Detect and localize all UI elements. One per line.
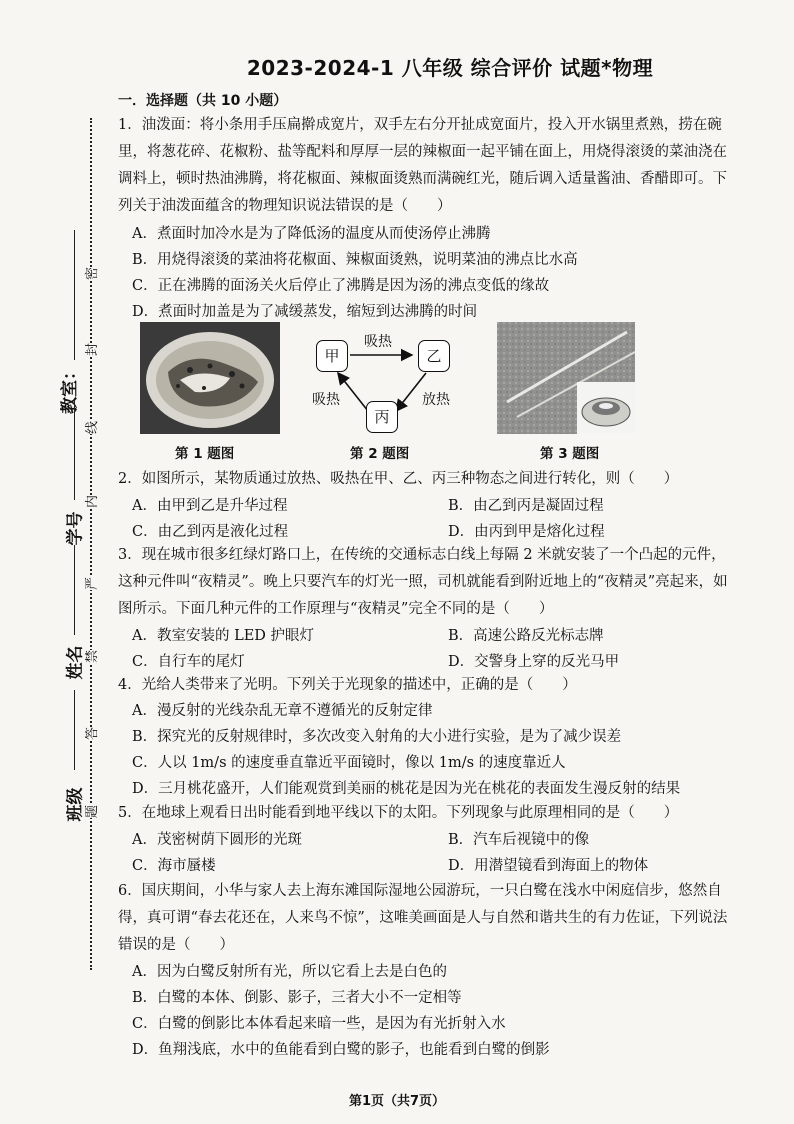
arrow-label-jia-yi: 吸热 — [364, 334, 392, 350]
field-class-label: 班级 — [65, 787, 86, 822]
option: C．由乙到丙是液化过程 — [132, 524, 289, 540]
seal-char: 题 — [79, 805, 102, 818]
option: A．煮面时加冷水是为了降低汤的温度从而使汤停止沸腾 — [132, 226, 491, 242]
option: C．白鹭的倒影比本体看起来暗一些，是因为有光折射入水 — [132, 1016, 506, 1032]
option: D．交警身上穿的反光马甲 — [448, 654, 620, 670]
option: B．汽车后视镜中的像 — [448, 832, 590, 848]
binding-margin — [0, 0, 118, 1124]
field-classroom-line — [74, 230, 75, 360]
figure-1-caption: 第 1 题图 — [175, 446, 235, 462]
option: C．海市蜃楼 — [132, 858, 216, 874]
option: D．鱼翔浅底，水中的鱼能看到白鹭的影子，也能看到白鹭的倒影 — [132, 1042, 550, 1058]
option: C．人以 1m/s 的速度垂直靠近平面镜时，像以 1m/s 的速度靠近人 — [132, 755, 566, 771]
figure-3-caption: 第 3 题图 — [540, 446, 600, 462]
seal-char: 禁 — [79, 650, 102, 663]
option: A．教室安装的 LED 护眼灯 — [132, 628, 315, 644]
seal-char: 封 — [79, 343, 102, 356]
option: D．由丙到甲是熔化过程 — [448, 524, 605, 540]
section-heading: 一．选择题（共 10 小题） — [118, 93, 288, 109]
page-number: 第1页（共7页） — [348, 1094, 446, 1109]
option: A．由甲到乙是升华过程 — [132, 498, 288, 514]
seal-char: 严 — [79, 577, 102, 590]
seal-char: 内 — [79, 495, 102, 508]
question-stem: 1．油泼面：将小条用手压扁擀成宽片，双手左右分开扯成宽面片，投入开水锅里煮熟，捞在碗里，将葱花碎、花椒粉、盐等配料和厚厚一层的辣椒面一起平铺在面上，用烧得滚烫的菜油浇在调料上，顿时热油沸腾，将花椒面、辣椒面烫熟而满碗红光，随后调入适量酱油、香醋即可。下列关于油泼面蕴含的物理知识说法错误的是（ ） — [118, 117, 727, 214]
option: C．正在沸腾的面汤关火后停止了沸腾是因为汤的沸点变低的缘故 — [132, 278, 550, 294]
option: B．由乙到丙是凝固过程 — [448, 498, 604, 514]
question-stem: 5．在地球上观看日出时能看到地平线以下的太阳。下列现象与此原理相同的是（ ） — [118, 805, 679, 821]
figure-3-photo — [497, 322, 635, 434]
option: D．用潜望镜看到海面上的物体 — [448, 858, 649, 874]
question-stem: 6．国庆期间，小华与家人去上海东滩国际湿地公园游玩，一只白鹭在浅水中闲庭信步，悠然自得，真可谓“春去花还在，人来鸟不惊”，这唯美画面是人与自然和谐共生的有力佐证，下列说法错误的是（ ） — [118, 883, 728, 953]
field-student-id-line — [74, 400, 75, 500]
figure-1-photo — [140, 322, 280, 434]
option: C．自行车的尾灯 — [132, 654, 245, 670]
question-stem: 4．光给人类带来了光明。下列关于光现象的描述中，正确的是（ ） — [118, 677, 577, 693]
page-title: 2023-2024-1 八年级 综合评价 试题*物理 — [246, 56, 654, 80]
seal-dotted-line — [90, 118, 92, 970]
figure-2-diagram — [300, 325, 470, 435]
seal-char: 密 — [79, 267, 102, 280]
seal-char: 答 — [79, 727, 102, 740]
option: A．茂密树荫下圆形的光斑 — [132, 832, 302, 848]
figure-2-caption: 第 2 题图 — [350, 446, 410, 462]
state-node-bing: 丙 — [366, 401, 398, 433]
seal-char: 线 — [79, 421, 102, 434]
field-student-id-label: 学号 — [65, 511, 86, 546]
option: A．漫反射的光线杂乱无章不遵循光的反射定律 — [132, 703, 433, 719]
field-classroom-label: 教室： — [60, 363, 80, 414]
arrow-label-bing-jia: 吸热 — [312, 392, 340, 408]
field-name-label: 姓名 — [65, 645, 86, 680]
field-name-line — [74, 545, 75, 635]
question-stem: 3．现在城市很多红绿灯路口上，在传统的交通标志白线上每隔 2 米就安装了一个凸起的元件，这种元件叫“夜精灵”。晚上只要汽车的灯光一照，司机就能看到附近地上的“夜精灵”亮起来，如图所示。下面几种元件的工作原理与“夜精灵”完全不同的是（ ） — [118, 547, 728, 617]
question-stem: 2．如图所示，某物质通过放热、吸热在甲、乙、丙三种物态之间进行转化，则（ ） — [118, 471, 679, 487]
option: D．三月桃花盛开，人们能观赏到美丽的桃花是因为光在桃花的表面发生漫反射的结果 — [132, 781, 681, 797]
option: A．因为白鹭反射所有光，所以它看上去是白色的 — [132, 964, 447, 980]
option: B．白鹭的本体、倒影、影子，三者大小不一定相等 — [132, 990, 462, 1006]
field-class-line — [74, 690, 75, 770]
arrow-label-yi-bing: 放热 — [422, 392, 450, 408]
option: D．煮面时加盖是为了减缓蒸发，缩短到达沸腾的时间 — [132, 304, 478, 320]
state-node-jia: 甲 — [316, 340, 348, 372]
option: B．高速公路反光标志牌 — [448, 628, 604, 644]
option: B．用烧得滚烫的菜油将花椒面、辣椒面烫熟，说明菜油的沸点比水高 — [132, 252, 578, 268]
state-node-yi: 乙 — [418, 340, 450, 372]
option: B．探究光的反射规律时，多次改变入射角的大小进行实验，是为了减少误差 — [132, 729, 622, 745]
